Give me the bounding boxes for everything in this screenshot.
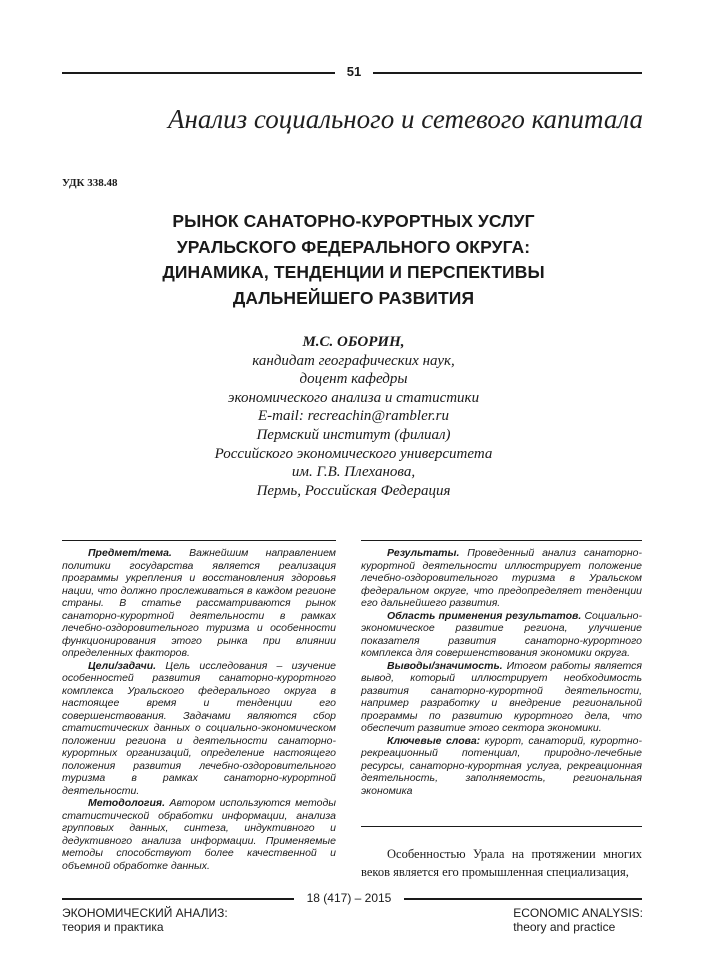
author-name: М.С. ОБОРИН, xyxy=(302,334,405,350)
abstract-rule-right xyxy=(361,540,642,541)
abstract-label: Выводы/значимость. xyxy=(387,659,503,672)
abstract-text: Автором используются методы статистической обработки информации, анализа групповых данных, синтеза, индуктивного и дедуктивного анализа информации. Применяемые методы способствуют более качественной и объемной обработке данных. xyxy=(62,797,336,872)
abstract-subject xyxy=(62,547,336,660)
issue-number: 18 (417) – 2015 xyxy=(306,891,392,905)
header-rule-left xyxy=(62,72,335,74)
author-email[interactable]: E-mail: recreachin@rambler.ru xyxy=(258,408,449,425)
abstract-methodology xyxy=(62,797,336,872)
journal-ru-title: ЭКОНОМИЧЕСКИЙ АНАЛИЗ: xyxy=(62,906,228,920)
author-institute: Пермский институт (филиал) xyxy=(256,426,451,443)
abstract-rule-left xyxy=(62,540,336,541)
abstract-keywords xyxy=(361,735,642,798)
header-rule-right xyxy=(373,72,642,74)
body-paragraph: Особенностью Урала на протяжении многих веков является его промышленная специализация, xyxy=(361,847,642,879)
page-number: 51 xyxy=(346,64,362,79)
abstract-label: Цели/задачи. xyxy=(88,659,157,672)
abstract-text: Важнейшим направлением политики государства является реализация программы укрепления и восстановления здоровья нации, что должно прослеживаться в каждом регионе страны. В статье рассматриваются рынок санаторно-курортной деятельности в рамках лечебно-оздоровительного туризма и особенности функционирования этого рынка при влиянии определенных факторов. xyxy=(62,547,336,659)
body-text xyxy=(361,845,642,881)
abstract-label: Методология. xyxy=(88,797,166,809)
journal-name-ru xyxy=(62,907,228,934)
abstract-label: Результаты. xyxy=(387,547,460,559)
title-line: РЫНОК САНАТОРНО-КУРОРТНЫХ УСЛУГ xyxy=(172,211,535,231)
abstract-application xyxy=(361,610,642,660)
journal-ru-subtitle: теория и практика xyxy=(62,919,164,934)
author-position: доцент кафедры xyxy=(299,371,408,388)
journal-en-subtitle: theory and practice xyxy=(513,919,616,934)
udk-code: УДК 338.48 xyxy=(62,177,118,189)
abstract-text: Социально-экономическое развитие региона, улучшение показателя развития санаторно-курортного комплекса для совершенствования экономики округа. xyxy=(361,609,642,659)
abstract-right-column xyxy=(361,547,642,797)
footer-rule-left xyxy=(62,898,294,900)
abstract-conclusions xyxy=(361,660,642,735)
author-location: Пермь, Российская Федерация xyxy=(256,482,451,499)
author-university-name: им. Г.В. Плеханова, xyxy=(291,464,416,481)
abstract-text: Цель исследования – изучение особенностей развития санаторно-курортного комплекса Уральского федерального округа в настоящее время и тенденции его совершенствования. Задачами являются сбор статистических данных о социально-экономическом положении региона и деятельности санаторно-курортных организаций, определение настоящего положения развития лечебно-оздоровительного туризма в рамках санаторно-курортной деятельности. xyxy=(62,659,336,797)
title-line: ДИНАМИКА, ТЕНДЕНЦИИ И ПЕРСПЕКТИВЫ xyxy=(162,262,545,282)
article-title xyxy=(62,209,645,311)
author-block xyxy=(62,333,645,500)
footer-rule-right xyxy=(404,898,642,900)
abstract-end-rule xyxy=(361,826,642,827)
title-line: ДАЛЬНЕЙШЕГО РАЗВИТИЯ xyxy=(232,287,475,308)
abstract-text: Итогом работы является вывод, который иллюстрирует необходимость развития санаторно-курортной деятельности, например разработку и внедрение региональной программы по развитию курортного дела, что обеспечит развитие этого сектора экономики. xyxy=(361,659,642,734)
abstract-label: Область применения результатов. xyxy=(387,609,582,622)
journal-name-en xyxy=(513,907,643,934)
abstract-left-column xyxy=(62,547,336,872)
abstract-label: Предмет/тема. xyxy=(88,547,172,559)
abstract-label: Ключевые слова: xyxy=(387,734,481,747)
section-title: Анализ социального и сетевого капитала xyxy=(167,104,643,134)
author-department: экономического анализа и статистики xyxy=(227,389,480,406)
author-degree: кандидат географических наук, xyxy=(252,352,455,369)
author-university: Российского экономического университета xyxy=(214,445,493,462)
abstract-text: курорт, санаторий, курортно-рекреационный потенциал, природно-лечебные ресурсы, санаторно-курортная услуга, рекреационная деятельность, заполняемость, региональная экономика xyxy=(361,734,642,797)
journal-en-title: ECONOMIC ANALYSIS: xyxy=(513,906,643,920)
abstract-text: Проведенный анализ санаторно-курортной деятельности иллюстрирует положение лечебно-оздоровительного туризма в Уральском федеральном округе, что предопределяет тенденции его дальнейшего развития. xyxy=(361,547,642,609)
abstract-goals xyxy=(62,660,336,798)
title-line: УРАЛЬСКОГО ФЕДЕРАЛЬНОГО ОКРУГА: xyxy=(176,236,531,257)
abstract-results xyxy=(361,547,642,610)
